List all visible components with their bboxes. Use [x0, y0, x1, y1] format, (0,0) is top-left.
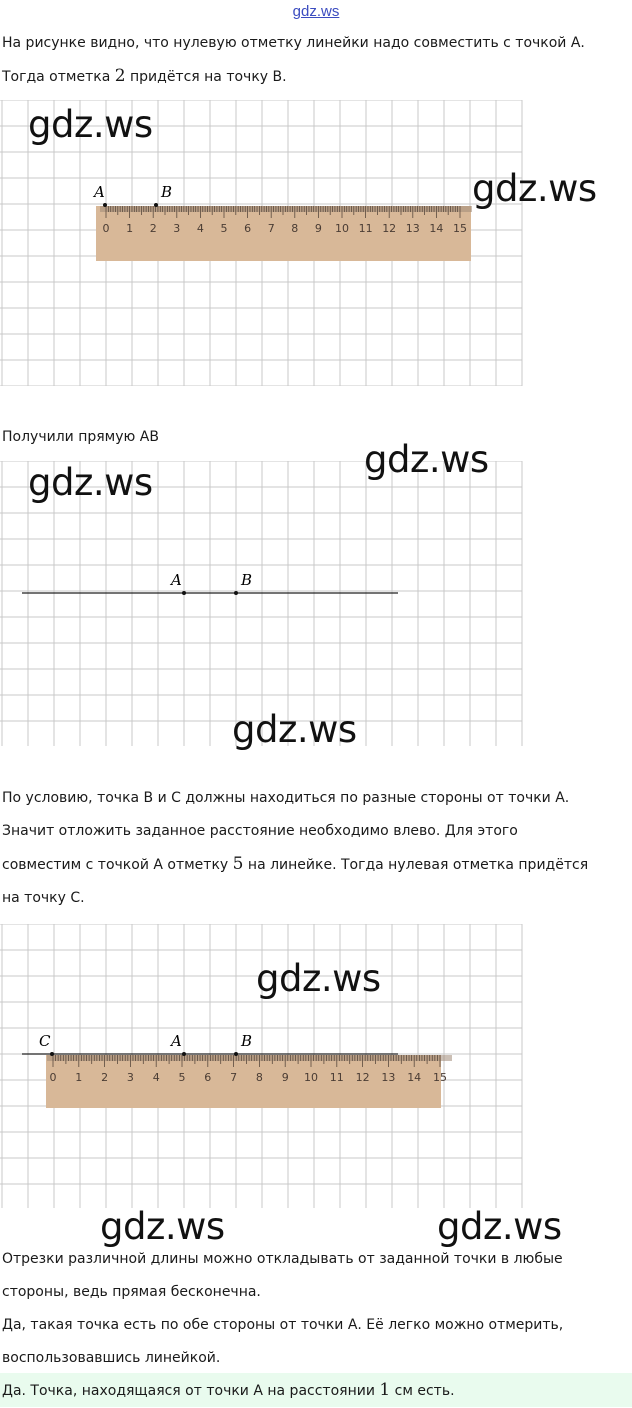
- section-3-line-2: Значит отложить заданное расстояние необходимо влево. Для этого: [2, 823, 518, 839]
- label-a: A: [171, 571, 182, 589]
- point-a-dot: [182, 591, 186, 595]
- intro-text: Тогда отметка: [2, 69, 115, 85]
- point-b-dot: [234, 591, 238, 595]
- point-a-dot: [103, 203, 107, 207]
- label-b: B: [161, 183, 173, 201]
- ruler-number: 7: [267, 222, 275, 235]
- ruler-number: 11: [329, 1071, 344, 1084]
- ruler-number: 5: [220, 222, 228, 235]
- section-2-line: Получили прямую АВ: [2, 429, 159, 445]
- answer-number: 1: [379, 1380, 391, 1400]
- ruler-number: 12: [382, 222, 397, 235]
- section-4-line-3: Да, такая точка есть по обе стороны от точки А. Её легко можно отмерить,: [2, 1317, 564, 1333]
- ruler-number: 0: [49, 1071, 57, 1084]
- section-3-line-1: По условию, точка В и С должны находиться по разные стороны от точки А.: [2, 790, 570, 806]
- label-c: C: [39, 1032, 51, 1050]
- label-a: A: [94, 183, 105, 201]
- intro-text-end: придётся на точку В.: [125, 69, 287, 85]
- point-b-dot: [154, 203, 158, 207]
- ruler-number: 9: [281, 1071, 289, 1084]
- ruler-number: 3: [126, 1071, 134, 1084]
- section-3-line-4: на точку С.: [2, 890, 85, 906]
- watermark: gdz.ws: [256, 957, 381, 1000]
- ruler-number: 1: [75, 1071, 83, 1084]
- header-link[interactable]: gdz.ws: [292, 3, 340, 20]
- intro-paragraph: [2, 27, 628, 94]
- answer-text-end: см есть.: [390, 1383, 455, 1399]
- ruler-number: 13: [381, 1071, 396, 1084]
- ruler-number: 15: [453, 222, 467, 235]
- ruler-number: 14: [429, 222, 444, 235]
- section-4-paragraph: [2, 1243, 628, 1375]
- ruler-number: 10: [335, 222, 349, 235]
- intro-line-1: На рисунке видно, что нулевую отметку линейки надо совместить с точкой А.: [2, 35, 585, 51]
- ruler-number: 8: [291, 222, 299, 235]
- section-4-line-2: стороны, ведь прямая бесконечна.: [2, 1284, 261, 1300]
- watermark: gdz.ws: [28, 103, 153, 146]
- ruler-number: 4: [196, 222, 204, 235]
- section-2-text: [2, 421, 628, 454]
- ruler-number: 13: [405, 222, 420, 235]
- watermark: gdz.ws: [232, 708, 357, 751]
- ruler-number: 8: [255, 1071, 263, 1084]
- ruler-number: 14: [407, 1071, 422, 1084]
- section-3-text: совместим с точкой А отметку: [2, 857, 233, 873]
- ruler-number: 11: [358, 222, 373, 235]
- label-b: B: [241, 571, 253, 589]
- watermark: gdz.ws: [472, 167, 597, 210]
- ruler-number: 15: [433, 1071, 447, 1084]
- ruler-number: 1: [126, 222, 134, 235]
- ruler-number: 4: [152, 1071, 160, 1084]
- section-3-paragraph: [2, 782, 628, 915]
- ruler-number: 2: [149, 222, 157, 235]
- section-4-line-1: Отрезки различной длины можно откладывать от заданной точки в любые: [2, 1251, 563, 1267]
- ruler-number: 6: [244, 222, 252, 235]
- section-4-line-4: воспользовавшись линейкой.: [2, 1350, 221, 1366]
- label-b: B: [241, 1032, 253, 1050]
- point-c-dot: [50, 1052, 54, 1056]
- ruler-number: 2: [101, 1071, 109, 1084]
- section-3-number: 5: [232, 854, 244, 874]
- answer-box: [0, 1373, 632, 1407]
- ruler-number: 6: [204, 1071, 212, 1084]
- label-a: A: [171, 1032, 182, 1050]
- watermark: gdz.ws: [100, 1205, 225, 1248]
- ruler-number: 3: [173, 222, 181, 235]
- watermark: gdz.ws: [28, 461, 153, 504]
- section-3-line-3: [2, 848, 628, 882]
- ruler-number: 5: [178, 1071, 186, 1084]
- ruler-number: 10: [304, 1071, 318, 1084]
- answer-text: Да. Точка, находящаяся от точки А на расстоянии: [2, 1383, 380, 1399]
- point-b-dot: [234, 1052, 238, 1056]
- ruler-number: 0: [102, 222, 110, 235]
- ruler-number: 12: [355, 1071, 370, 1084]
- watermark: gdz.ws: [437, 1205, 562, 1248]
- point-a-dot: [182, 1052, 186, 1056]
- section-3-text-end: на линейке. Тогда нулевая отметка придётся: [243, 857, 589, 873]
- intro-line-2: [2, 60, 628, 94]
- ruler-number: 7: [230, 1071, 238, 1084]
- ruler-number: 9: [314, 222, 322, 235]
- watermark: gdz.ws: [364, 438, 489, 481]
- intro-number: 2: [114, 66, 126, 86]
